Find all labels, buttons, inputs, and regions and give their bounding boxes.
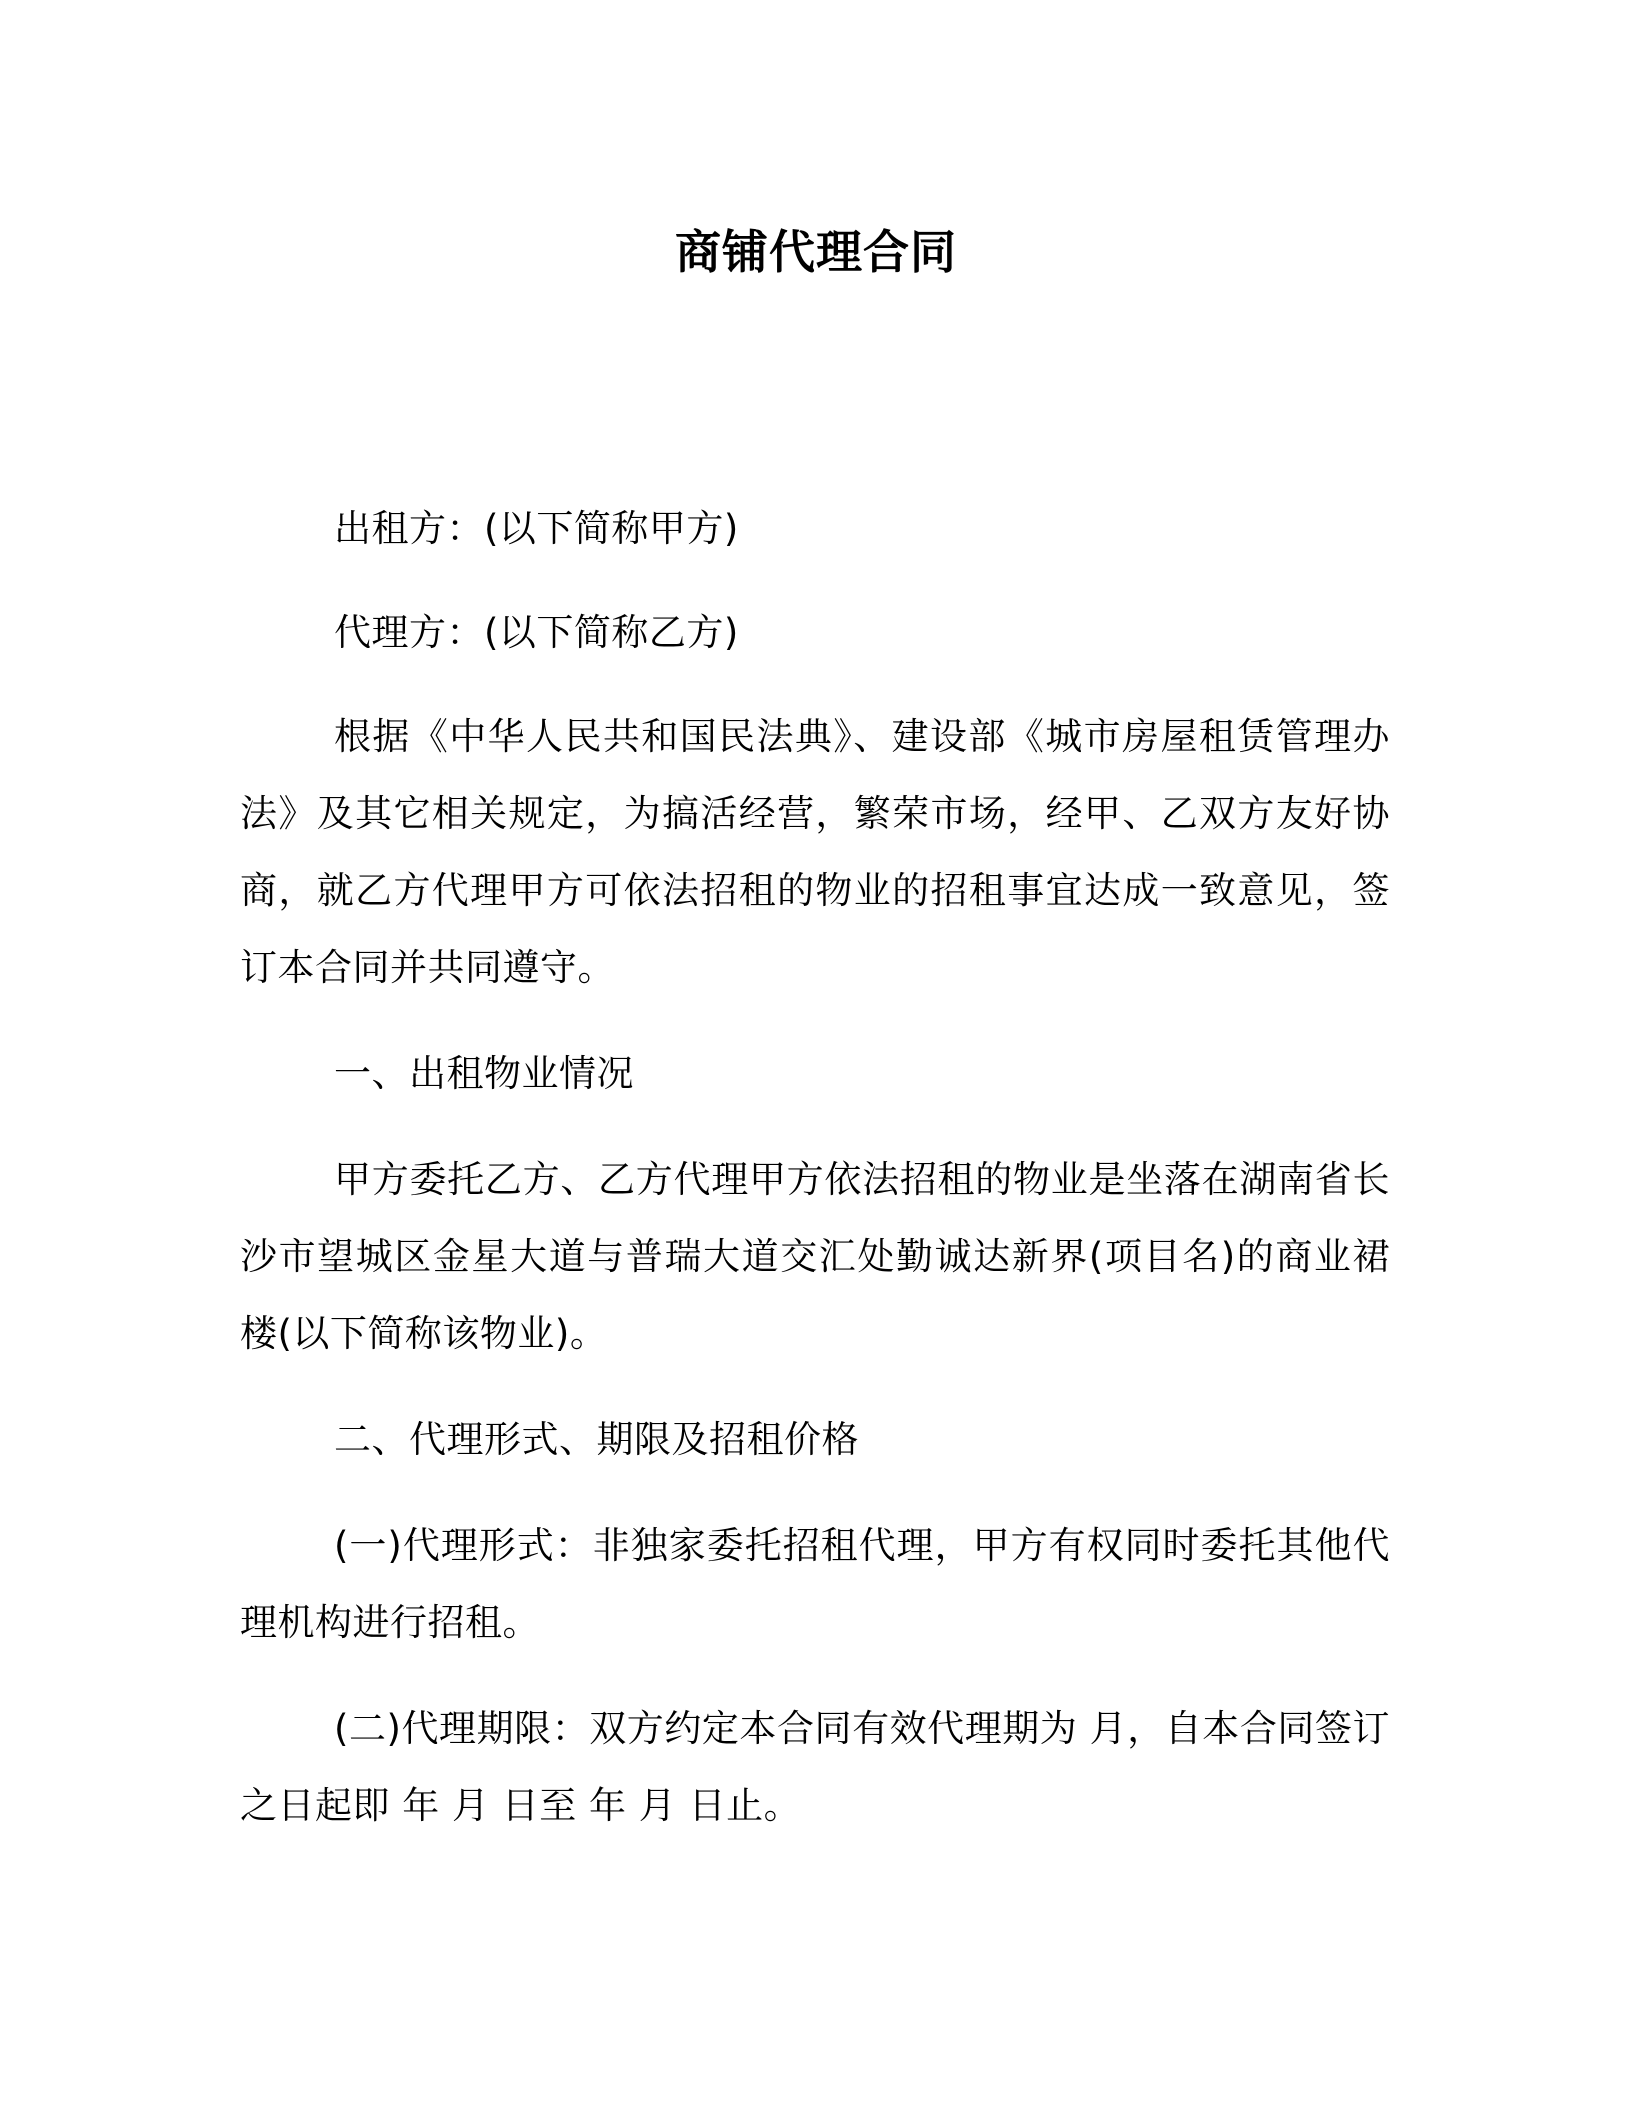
agency-term-paragraph: (二)代理期限：双方约定本合同有效代理期为 月，自本合同签订之日起即 年 月 日至 年 月 日止。 — [240, 1707, 1390, 1827]
document-title: 商铺代理合同 — [675, 225, 957, 279]
document-body — [240, 490, 1390, 1844]
property-description-paragraph: 甲方委托乙方、乙方代理甲方依法招租的物业是坐落在湖南省长沙市望城区金星大道与普瑞大道交汇处勤诚达新界(项目名)的商业裙楼(以下简称该物业)。 — [240, 1158, 1390, 1355]
section-heading-agency: 二、代理形式、期限及招租价格 — [334, 1418, 859, 1461]
preamble-paragraph: 根据《中华人民共和国民法典》、建设部《城市房屋租赁管理办法》及其它相关规定，为搞活经营，繁荣市场，经甲、乙双方友好协商，就乙方代理甲方可依法招租的物业的招租事宜达成一致意见，签订本合同并共同遵守。 — [240, 715, 1390, 989]
section-heading-property: 一、出租物业情况 — [334, 1052, 634, 1095]
agency-form-paragraph: (一)代理形式：非独家委托招租代理，甲方有权同时委托其他代理机构进行招租。 — [240, 1524, 1390, 1644]
agent-line: 代理方：(以下简称乙方) — [334, 611, 739, 654]
lessor-line: 出租方：(以下简称甲方) — [334, 507, 739, 550]
